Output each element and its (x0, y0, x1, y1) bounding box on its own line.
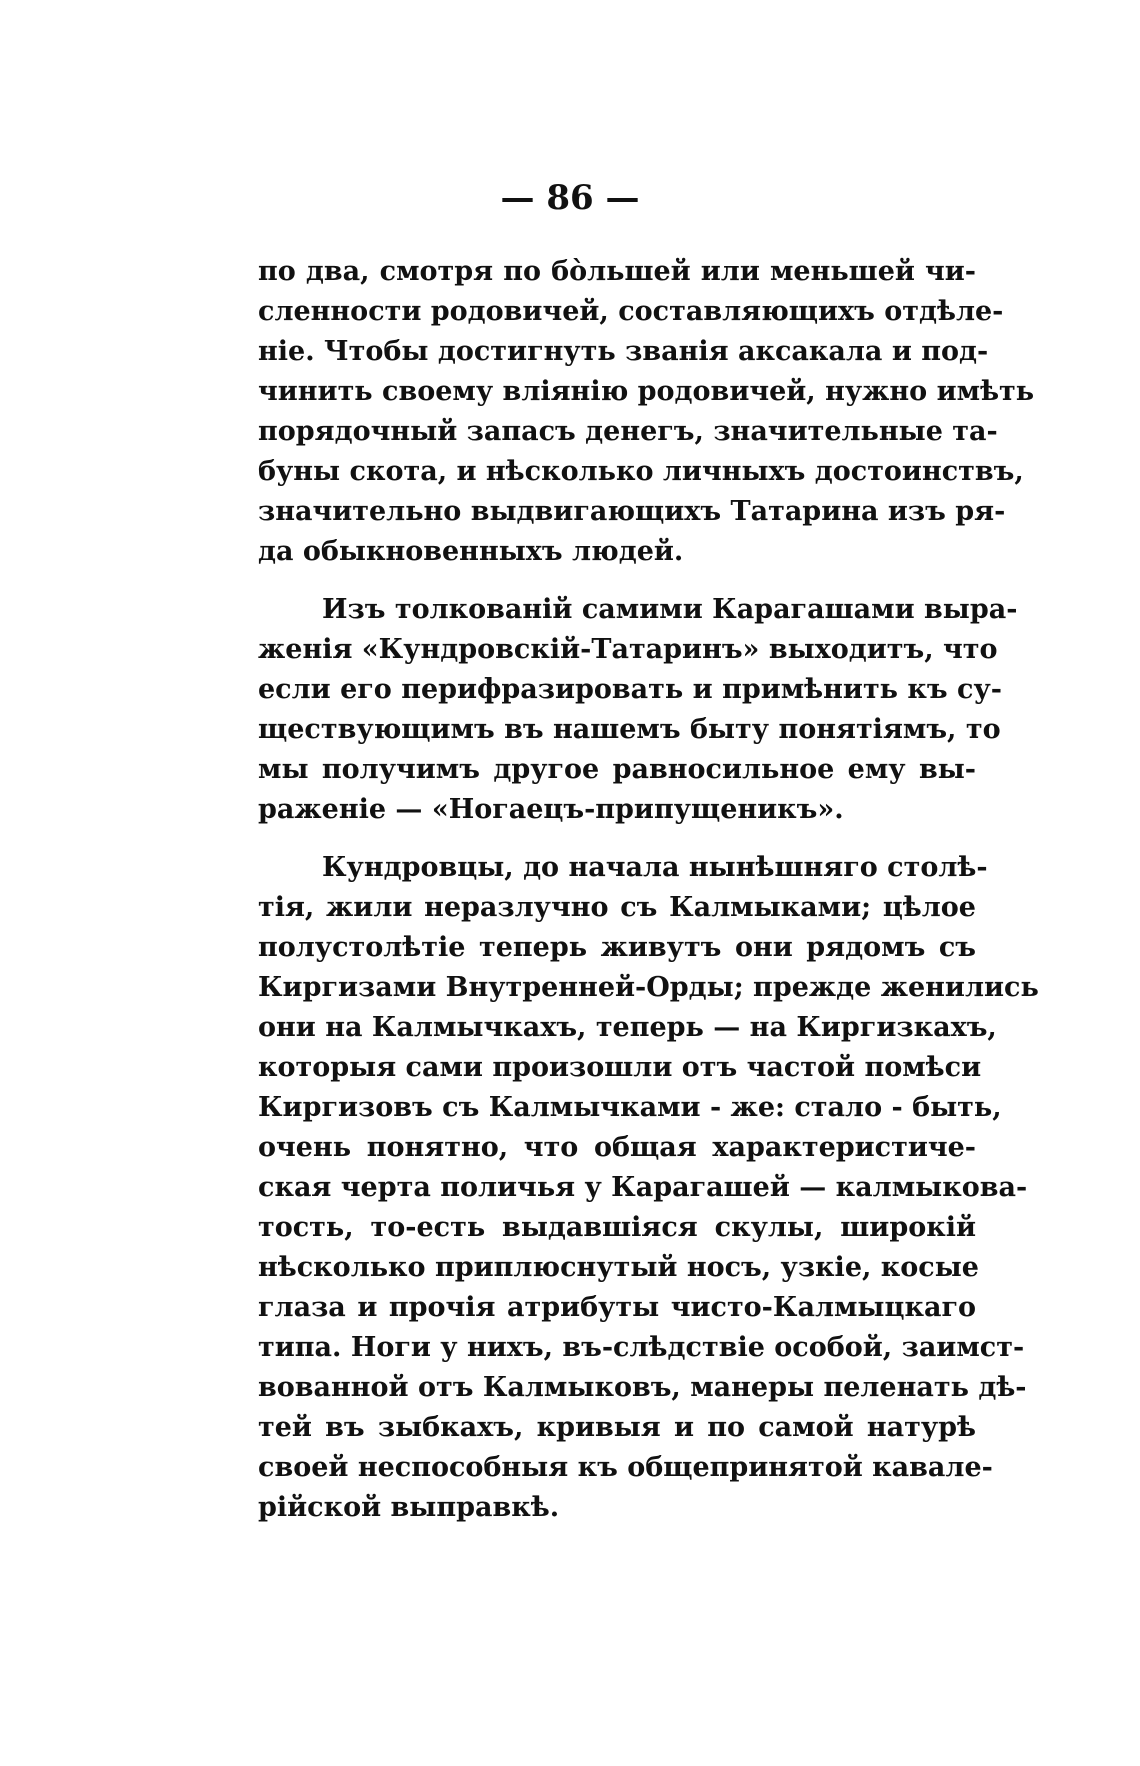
text-line: ская черта поличья у Карагашей — калмыкова- (258, 1172, 1028, 1203)
text-line: Изъ толкованій самими Карагашами выра- (322, 594, 1018, 625)
text-line: ніе. Чтобы достигнуть званія аксакала и под- (258, 336, 989, 367)
text-line: порядочный запасъ денегъ, значительные та- (258, 416, 998, 447)
text-line: чинить своему вліянію родовичей, нужно имѣть (258, 376, 1035, 407)
text-line: которыя сами произошли отъ частой помѣси (258, 1052, 982, 1083)
text-line: женія «Кундровскій-Татаринъ» выходитъ, что (258, 634, 998, 665)
text-line: тей въ зыбкахъ, кривыя и по самой натурѣ (258, 1412, 976, 1443)
page-number: — 86 — (500, 178, 640, 218)
text-line: мы получимъ другое равносильное ему вы- (258, 754, 976, 785)
text-line: типа. Ноги у нихъ, въ-слѣдствіе особой, заимст- (258, 1332, 1025, 1363)
paragraph (258, 590, 1018, 830)
paragraph (258, 252, 1035, 572)
text-line: буны скота, и нѣсколько личныхъ достоинствъ, (258, 456, 1024, 487)
text-line: раженіе — «Ногаецъ-припущеникъ». (258, 794, 844, 825)
text-line: глаза и прочія атрибуты чисто-Калмыцкаго (258, 1292, 976, 1323)
text-line: нѣсколько приплюснутый носъ, узкіе, косые (258, 1252, 979, 1283)
body-text (258, 252, 1039, 1528)
text-line: Киргизовъ съ Калмычками - же: стало - быть, (258, 1092, 1002, 1123)
text-line: полустолѣтіе теперь живутъ они рядомъ съ (258, 932, 976, 963)
text-line: они на Калмычкахъ, теперь — на Киргизкахъ, (258, 1012, 997, 1043)
paragraph (258, 848, 1039, 1528)
text-line: тія, жили неразлучно съ Калмыками; цѣлое (258, 892, 976, 923)
text-line: ществующимъ въ нашемъ быту понятіямъ, то (258, 714, 1001, 745)
text-line: значительно выдвигающихъ Татарина изъ ря- (258, 496, 1006, 527)
text-line: вованной отъ Калмыковъ, манеры пеленать дѣ- (258, 1372, 1027, 1403)
text-line: Кундровцы, до начала нынѣшняго столѣ- (322, 852, 988, 883)
text-line: своей неспособныя къ общепринятой кавале- (258, 1452, 993, 1483)
text-line: если его перифразировать и примѣнить къ су- (258, 674, 1002, 705)
text-line: да обыкновенныхъ людей. (258, 536, 684, 567)
text-line: Киргизами Внутренней-Орды; прежде женились (258, 972, 1039, 1003)
text-line: сленности родовичей, составляющихъ отдѣле- (258, 296, 1004, 327)
text-line: по два, смотря по бо̀льшей или меньшей чи- (258, 256, 976, 287)
text-line: тость, то-есть выдавшіяся скулы, широкій (258, 1212, 976, 1243)
text-line: рійской выправкѣ. (258, 1492, 560, 1523)
text-line: очень понятно, что общая характеристиче- (258, 1132, 976, 1163)
